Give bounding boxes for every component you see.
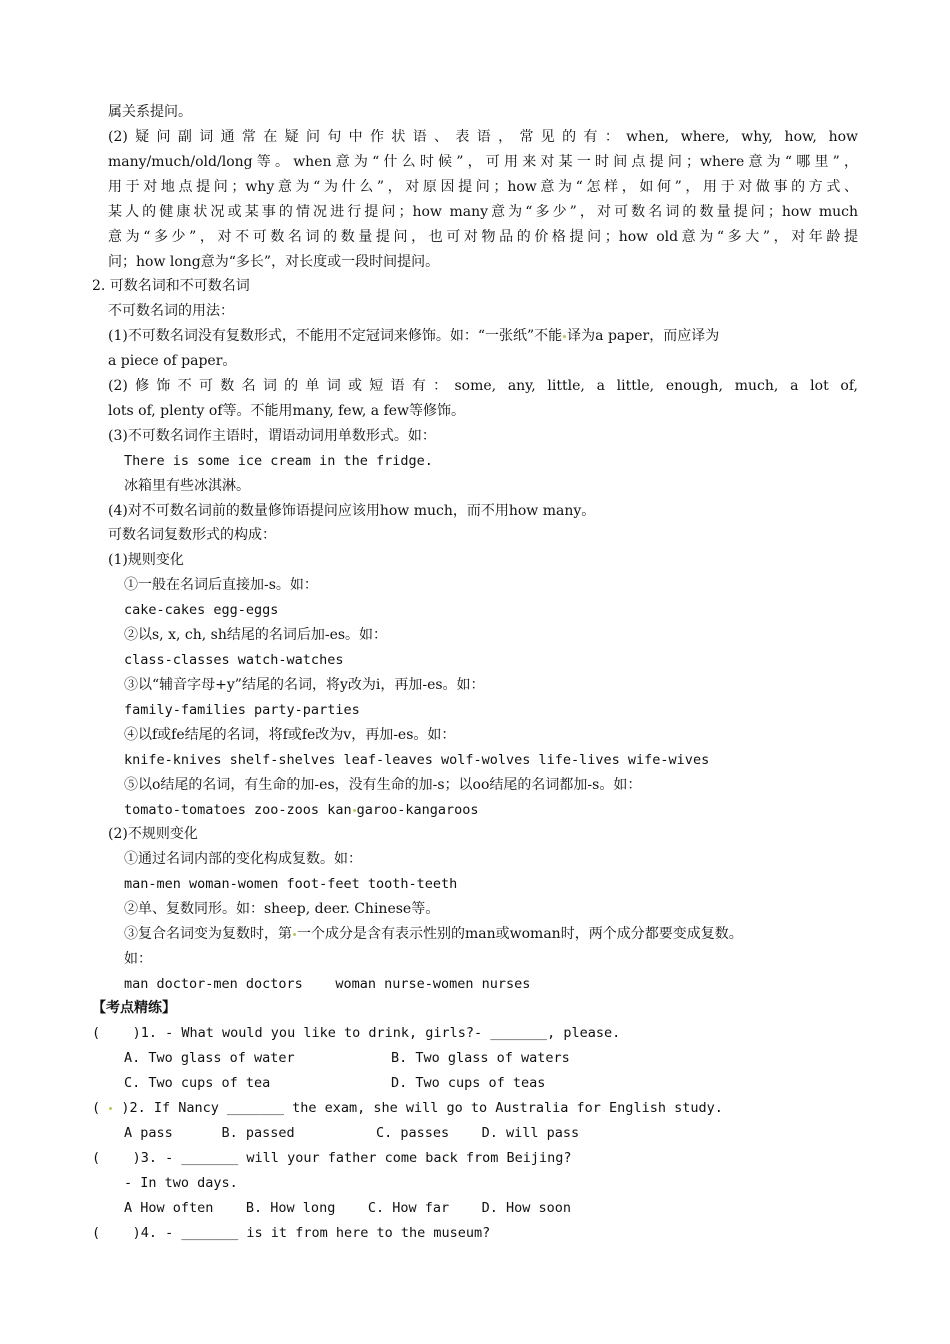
question-2-options: A pass B. passed C. passes D. will pass [124, 1125, 580, 1141]
text-line: (2)不规则变化 [108, 826, 198, 842]
example-words: cake-cakes egg-eggs [124, 602, 279, 618]
example-words: knife-knives shelf-shelves leaf-leaves wolf-wolves life-lives wife-wives [124, 752, 710, 768]
text-line: ③以“辅音字母+y”结尾的名词，将y改为i，再加-es。如： [124, 677, 485, 693]
text-line: (3)不可数名词作主语时，谓语动词用单数形式。如： [108, 428, 436, 444]
question-3-reply: - In two days. [124, 1175, 238, 1191]
text-span: (1)不可数名词没有复数形式，不能用不定冠词来修饰。如：“一张纸”不能 [108, 328, 563, 344]
option-c: C. Two cups of tea [124, 1075, 271, 1091]
text-line: 属关系提问。 [108, 104, 192, 120]
mark-dot [109, 1107, 112, 1110]
text-line [124, 924, 743, 944]
option-d: D. Two cups of teas [391, 1075, 546, 1091]
example-words: man doctor-men doctors woman nurse-women nurses [124, 976, 531, 992]
text-line: 如： [124, 951, 152, 967]
example-words: class-classes watch-watches [124, 652, 344, 668]
section-heading: 2. 可数名词和不可数名词 [92, 278, 250, 294]
question-2 [92, 1098, 723, 1118]
text-line: 问；how long意为“多长”，对长度或一段时间提问。 [108, 254, 440, 270]
text-line: lots of, plenty of等。不能用many, few, a few等修饰。 [108, 403, 466, 419]
question-4: ( )4. - _______ is it from here to the museum? [92, 1225, 491, 1241]
text-line: 不可数名词的用法： [108, 303, 234, 319]
text-line: ⑤以o结尾的名词，有生命的加-es，没有生命的加-s；以oo结尾的名词都加-s。如： [124, 777, 642, 793]
example-sentence: There is some ice cream in the fridge. [124, 453, 433, 469]
text-span: ③复合名词变为复数时，第 [124, 926, 292, 942]
option-b: B. Two glass of waters [391, 1050, 570, 1066]
text-line: ①通过名词内部的变化构成复数。如： [124, 851, 362, 867]
mark-dot [293, 933, 296, 936]
text-line: ①一般在名词后直接加-s。如： [124, 577, 318, 593]
example-words: man-men woman-women foot-feet tooth-teeth [124, 876, 458, 892]
text-span: 译为a paper，而应译为 [567, 328, 720, 344]
text-line: 用于对地点提问；why意为“为什么”，对原因提问；how意为“怎样，如何”，用于对做事的方式、 [108, 179, 858, 195]
exercise-heading: 【考点精练】 [92, 1000, 176, 1016]
question-1: ( )1. - What would you like to drink, girls?- _______, please. [92, 1025, 621, 1041]
text-line [108, 326, 719, 346]
text-span: ( [92, 1100, 109, 1116]
text-span: tomato-tomatoes zoo-zoos kan [124, 802, 352, 818]
text-line: (2)疑问副词通常在疑问句中作状语、表语，常见的有：when, where, why, how, how [108, 129, 858, 145]
option-a: A. Two glass of water [124, 1050, 295, 1066]
text-line: ②以s, x, ch, sh结尾的名词后加-es。如： [124, 627, 388, 643]
text-line: 某人的健康状况或某事的情况进行提问；how many意为“多少”，对可数名词的数量提问；how much [108, 204, 858, 220]
question-3: ( )3. - _______ will your father come back from Beijing? [92, 1150, 572, 1166]
text-line: ②单、复数同形。如：sheep, deer. Chinese等。 [124, 901, 440, 917]
text-line: 意为“多少”，对不可数名词的数量提问，也可对物品的价格提问；how old意为“多大”，对年龄提 [108, 229, 858, 245]
example-words [124, 800, 479, 820]
text-span: )2. If Nancy _______ the exam, she will go to Australia for English study. [113, 1100, 723, 1116]
text-line: 冰箱里有些冰淇淋。 [124, 478, 250, 494]
text-span: garoo-kangaroos [356, 802, 479, 818]
question-3-options: A How often B. How long C. How far D. How soon [124, 1200, 572, 1216]
text-line: ④以f或fe结尾的名词，将f或fe改为v，再加-es。如： [124, 727, 456, 743]
text-line: (4)对不可数名词前的数量修饰语提问应该用how much，而不用how many。 [108, 503, 596, 519]
text-line: 可数名词复数形式的构成： [108, 527, 276, 543]
text-line: (1)规则变化 [108, 552, 184, 568]
example-words: family-families party-parties [124, 702, 360, 718]
text-span: 一个成分是含有表示性别的man或woman时，两个成分都要变成复数。 [297, 926, 743, 942]
text-line: (2)修饰不可数名词的单词或短语有：some, any, little, a little, enough, much, a lot of, [108, 378, 858, 394]
mark-dot [563, 335, 566, 338]
mark-dot [353, 809, 356, 812]
text-line: a piece of paper。 [108, 353, 237, 369]
text-line: many/much/old/long等。when意为“什么时候”，可用来对某一时间点提问；where意为“哪里”， [108, 154, 858, 170]
